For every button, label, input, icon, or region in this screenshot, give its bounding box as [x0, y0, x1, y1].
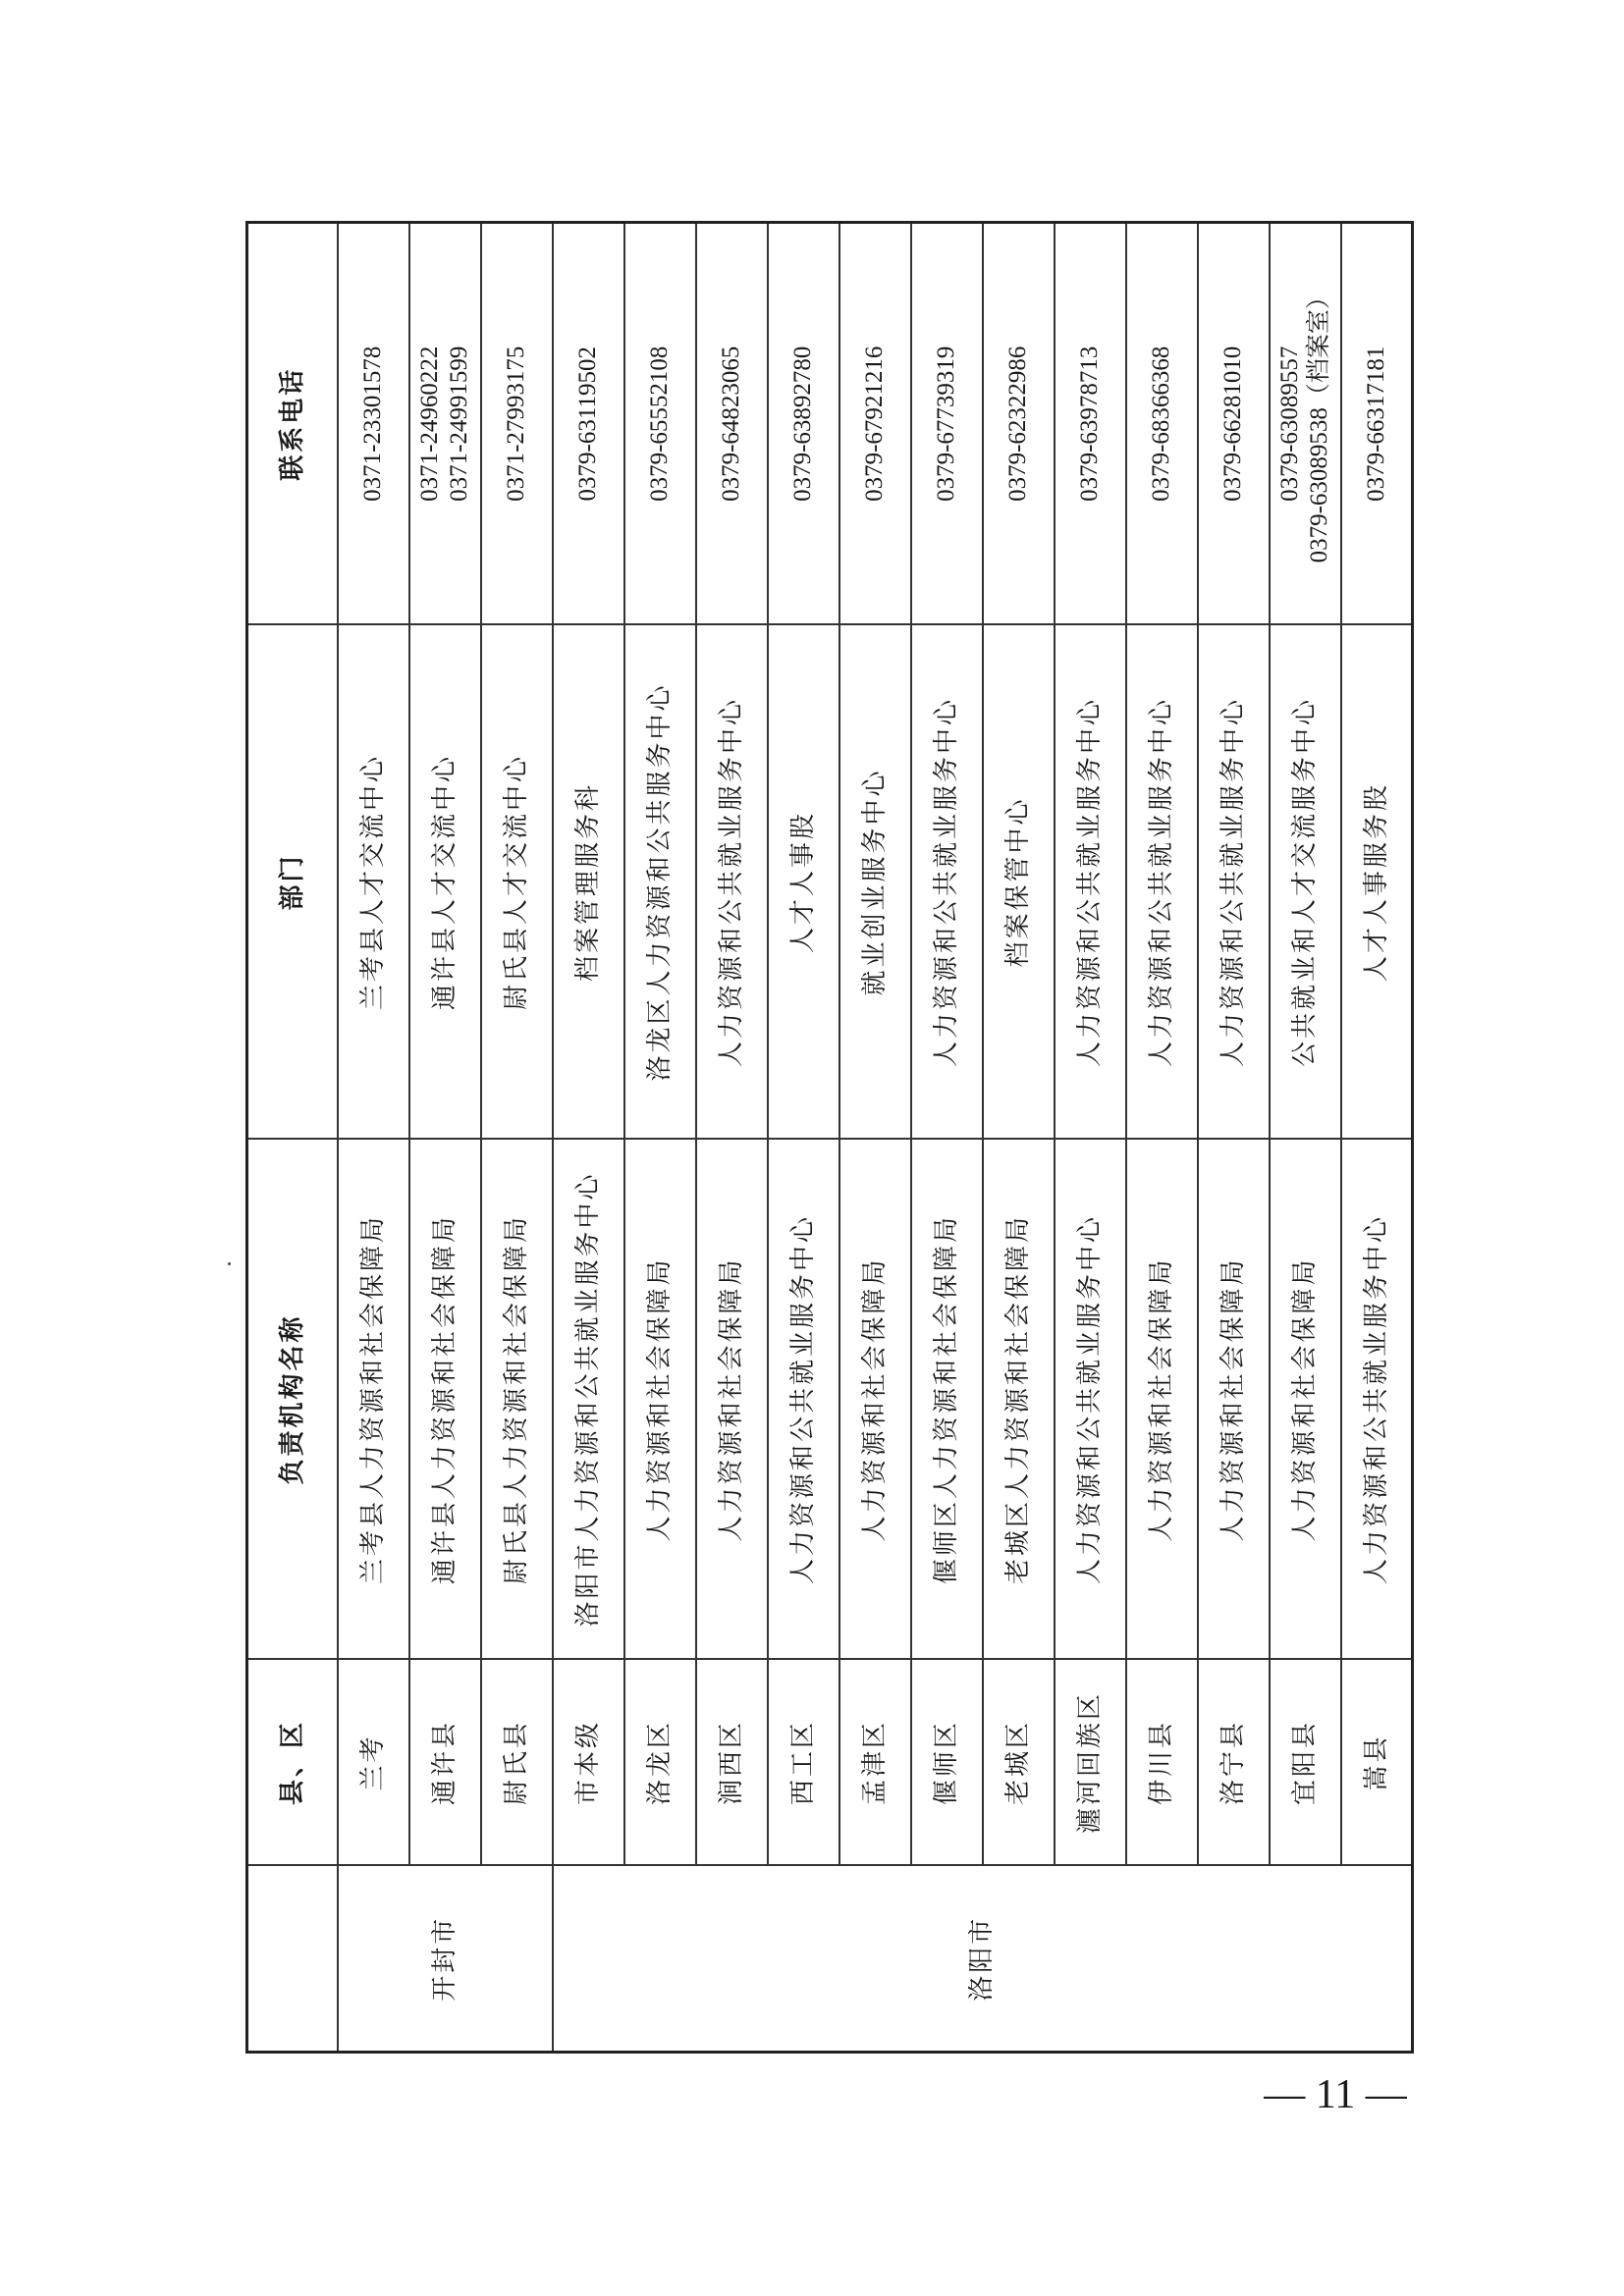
page-number: — 11 — — [1264, 2072, 1407, 2117]
dept-cell: 尉氏县人才交流中心 — [481, 625, 553, 1140]
table-row — [1341, 223, 1413, 2053]
phone-number: 0379-63978713 — [1076, 346, 1103, 502]
table-row — [338, 223, 409, 2053]
header-city — [247, 1866, 338, 2053]
phone-number: 0371-24960222 — [416, 346, 443, 502]
phone-number: 0379-63119502 — [574, 347, 601, 502]
header-county: 县、区 — [247, 1660, 338, 1866]
phone-number: 0379-66281010 — [1219, 346, 1246, 502]
table-row — [1055, 223, 1126, 2053]
org-cell: 老城区人力资源和社会保障局 — [983, 1140, 1055, 1660]
org-cell: 人力资源和社会保障局 — [1270, 1140, 1341, 1660]
phone-cell — [1341, 223, 1413, 625]
dept-cell: 人力资源和公共就业服务中心 — [911, 625, 983, 1140]
dept-cell: 人力资源和公共就业服务中心 — [1126, 625, 1198, 1140]
header-org: 负责机构名称 — [247, 1140, 338, 1660]
table-row — [624, 223, 696, 2053]
dept-cell: 人才人事股 — [768, 625, 839, 1140]
org-cell: 洛阳市人力资源和公共就业服务中心 — [553, 1140, 624, 1660]
table-row — [481, 223, 553, 2053]
org-cell: 人力资源和社会保障局 — [624, 1140, 696, 1660]
county-cell: 西工区 — [768, 1660, 839, 1866]
phone-cell — [1198, 223, 1270, 625]
county-cell: 通许县 — [409, 1660, 481, 1866]
city-cell: 洛阳市 — [553, 1866, 1413, 2053]
county-cell: 老城区 — [983, 1660, 1055, 1866]
phone-cell — [983, 223, 1055, 625]
org-cell: 通许县人力资源和社会保障局 — [409, 1140, 481, 1660]
phone-cell — [911, 223, 983, 625]
header-dept: 部门 — [247, 625, 338, 1140]
table-row — [553, 223, 624, 2053]
phone-cell — [409, 223, 481, 625]
county-cell: 偃师区 — [911, 1660, 983, 1866]
dept-cell: 兰考县人才交流中心 — [338, 625, 409, 1140]
dept-cell: 人力资源和公共就业服务中心 — [1055, 625, 1126, 1140]
phone-number: 0379-63089557 — [1276, 346, 1303, 502]
phone-cell — [624, 223, 696, 625]
dept-cell: 洛龙区人力资源和公共服务中心 — [624, 625, 696, 1140]
county-cell: 伊川县 — [1126, 1660, 1198, 1866]
org-cell: 兰考县人力资源和社会保障局 — [338, 1140, 409, 1660]
org-cell: 偃师区人力资源和社会保障局 — [911, 1140, 983, 1660]
phone-cell — [839, 223, 911, 625]
dept-cell: 人力资源和公共就业服务中心 — [696, 625, 768, 1140]
phone-cell — [696, 223, 768, 625]
phone-number: 0379-64823065 — [718, 346, 744, 502]
dept-cell: 档案管理服务科 — [553, 625, 624, 1140]
county-cell: 洛龙区 — [624, 1660, 696, 1866]
dept-cell: 人才人事服务股 — [1341, 625, 1413, 1140]
org-cell: 人力资源和社会保障局 — [1126, 1140, 1198, 1660]
table-body — [338, 223, 1413, 2053]
table-row — [1270, 223, 1341, 2053]
phone-number: 0371-27993175 — [503, 346, 529, 502]
phone-number: 0379-62322986 — [1004, 346, 1031, 502]
phone-cell — [338, 223, 409, 625]
phone-cell — [1055, 223, 1126, 625]
contact-table — [245, 221, 1414, 2054]
rotated-table-container — [245, 224, 1391, 2054]
county-cell: 瀍河回族区 — [1055, 1660, 1126, 1866]
phone-cell — [553, 223, 624, 625]
org-cell: 人力资源和公共就业服务中心 — [1055, 1140, 1126, 1660]
dept-cell: 通许县人才交流中心 — [409, 625, 481, 1140]
phone-cell — [1126, 223, 1198, 625]
table-row — [1198, 223, 1270, 2053]
dept-cell: 档案保管中心 — [983, 625, 1055, 1140]
phone-cell — [768, 223, 839, 625]
phone-number: 0379-63892780 — [789, 346, 816, 502]
phone-number: 0379-67921216 — [861, 346, 888, 502]
org-cell: 人力资源和社会保障局 — [696, 1140, 768, 1660]
org-cell: 尉氏县人力资源和社会保障局 — [481, 1140, 553, 1660]
dept-cell: 就业创业服务中心 — [839, 625, 911, 1140]
county-cell: 洛宁县 — [1198, 1660, 1270, 1866]
table-row — [696, 223, 768, 2053]
county-cell: 尉氏县 — [481, 1660, 553, 1866]
phone-number: 0371-24991599 — [446, 346, 472, 502]
table-row — [409, 223, 481, 2053]
phone-number: 0371-23301578 — [359, 346, 386, 502]
header-phone: 联系电话 — [247, 223, 338, 625]
phone-number: 0379-63089538（档案室） — [1306, 285, 1332, 563]
org-cell: 人力资源和公共就业服务中心 — [768, 1140, 839, 1660]
table-row — [1126, 223, 1198, 2053]
org-cell: 人力资源和社会保障局 — [1198, 1140, 1270, 1660]
org-cell: 人力资源和公共就业服务中心 — [1341, 1140, 1413, 1660]
stray-mark — [228, 1262, 231, 1265]
county-cell: 嵩县 — [1341, 1660, 1413, 1866]
phone-number: 0379-66317181 — [1362, 346, 1389, 502]
table-row — [983, 223, 1055, 2053]
city-cell: 开封市 — [338, 1866, 553, 2053]
phone-number: 0379-67739319 — [933, 346, 959, 502]
table-row — [768, 223, 839, 2053]
phone-cell — [481, 223, 553, 625]
phone-number: 0379-65552108 — [646, 346, 673, 502]
dept-cell: 公共就业和人才交流服务中心 — [1270, 625, 1341, 1140]
header-row — [247, 223, 338, 2053]
table-row — [911, 223, 983, 2053]
org-cell: 人力资源和社会保障局 — [839, 1140, 911, 1660]
dept-cell: 人力资源和公共就业服务中心 — [1198, 625, 1270, 1140]
county-cell: 孟津区 — [839, 1660, 911, 1866]
phone-number: 0379-68366368 — [1148, 346, 1174, 502]
phone-cell — [1270, 223, 1341, 625]
county-cell: 涧西区 — [696, 1660, 768, 1866]
county-cell: 兰考 — [338, 1660, 409, 1866]
county-cell: 宜阳县 — [1270, 1660, 1341, 1866]
table-row — [839, 223, 911, 2053]
county-cell: 市本级 — [553, 1660, 624, 1866]
